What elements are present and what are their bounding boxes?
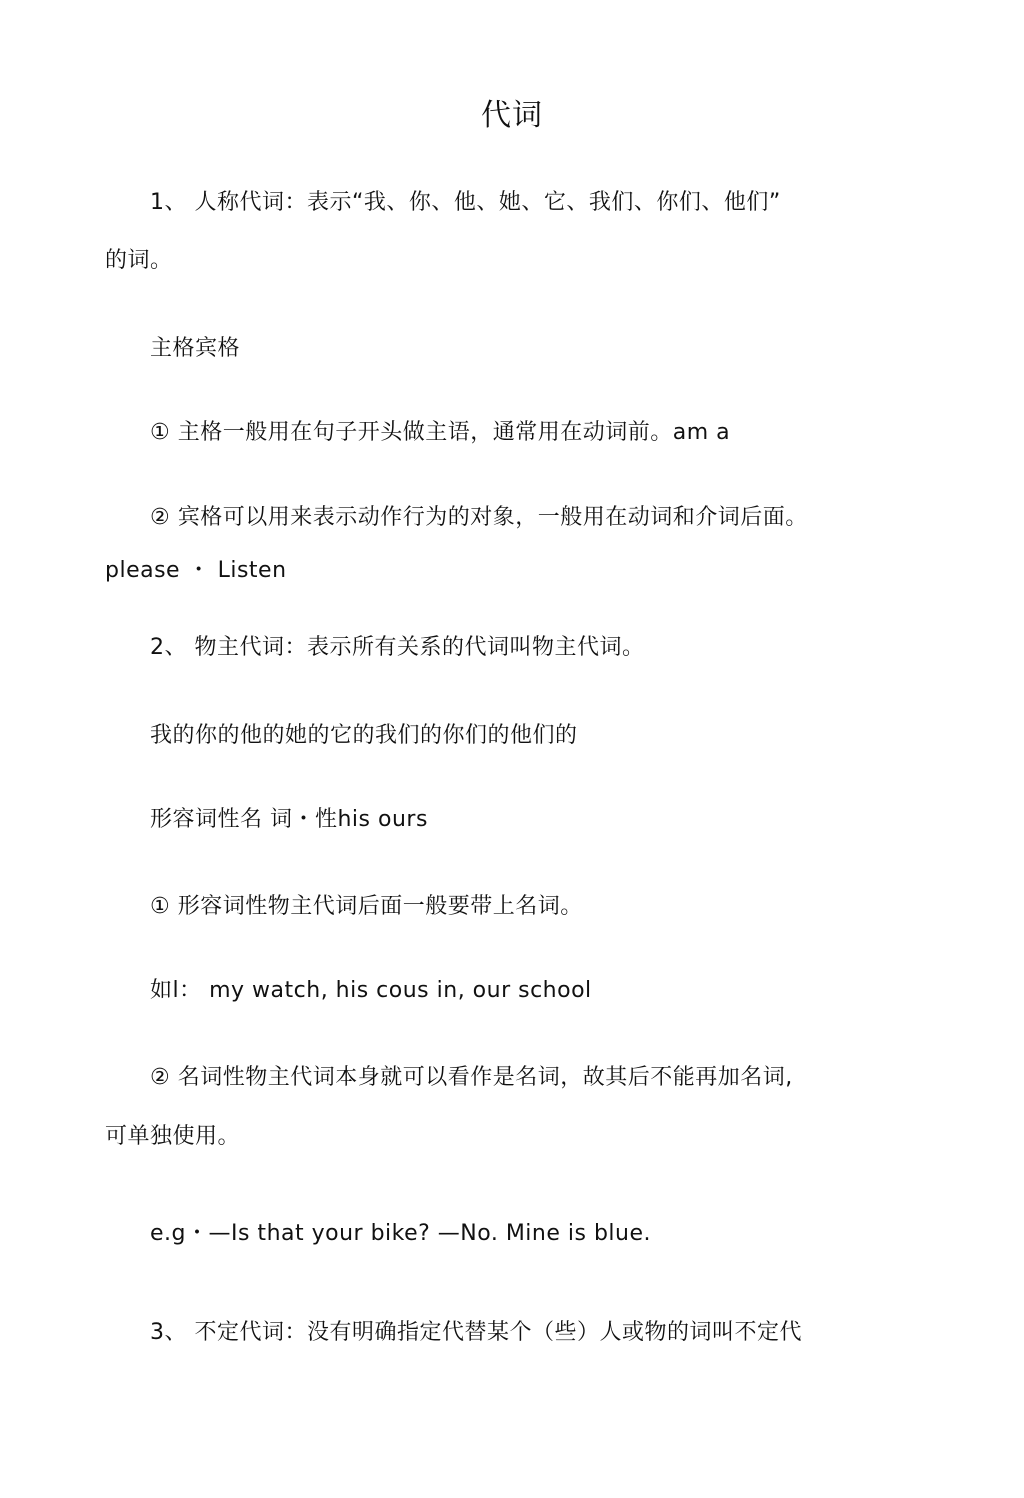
adjectival-possessive-note: ① 形容词性物主代词后面一般要带上名词。 <box>150 894 583 919</box>
nominal-possessive-example: e.g・—Is that your bike? —No. Mine is blue. <box>150 1221 652 1246</box>
nominal-possessive-note: ② 名词性物主代词本身就可以看作是名词，故其后不能再加名词, <box>150 1065 793 1090</box>
section2-heading: 2、 物主代词：表示所有关系的代词叫物主代词。 <box>150 635 645 660</box>
possessive-types: 形容词性名 词・性his ours <box>150 807 428 832</box>
section1-heading-continued: 的词。 <box>105 248 173 273</box>
nominative-case-note: ① 主格一般用在句子开头做主语，通常用在动词前。am a <box>150 420 731 445</box>
adjectival-possessive-example: 如l： my watch, his cous in, our school <box>150 978 592 1003</box>
page-title: 代词 <box>481 98 543 133</box>
case-label: 主格宾格 <box>150 336 241 361</box>
objective-case-example: please ・ Listen <box>105 558 287 583</box>
section1-heading: 1、 人称代词：表示“我、你、他、她、它、我们、你们、他们” <box>150 190 781 215</box>
nominal-possessive-note-continued: 可单独使用。 <box>105 1124 241 1149</box>
section3-heading: 3、 不定代词：没有明确指定代替某个（些）人或物的词叫不定代 <box>150 1320 802 1345</box>
objective-case-note: ② 宾格可以用来表示动作行为的对象，一般用在动词和介词后面。 <box>150 505 808 530</box>
possessive-list: 我的你的他的她的它的我们的你们的他们的 <box>150 723 578 748</box>
